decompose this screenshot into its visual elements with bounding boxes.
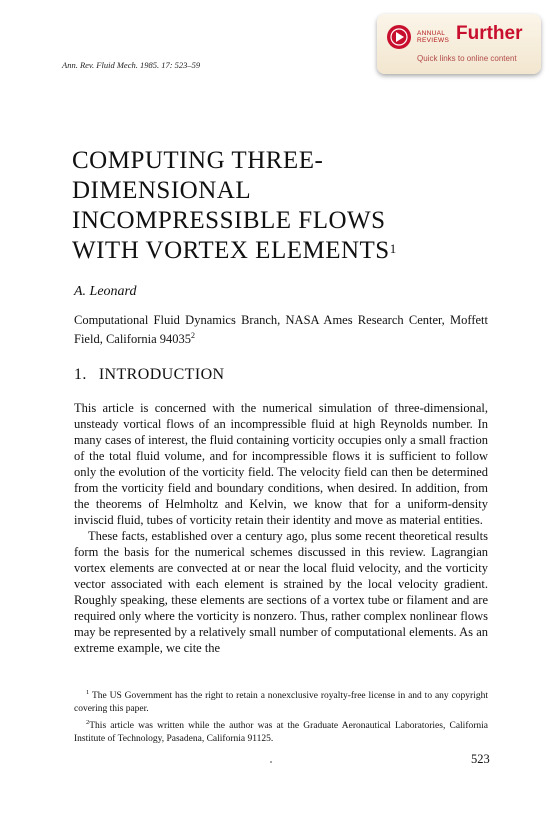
decorative-dot — [270, 761, 272, 763]
author-affiliation — [74, 312, 488, 347]
author-name: A. Leonard — [74, 284, 137, 299]
footnote-mark: 2 — [86, 719, 90, 727]
title-footnote-mark[interactable]: 1 — [389, 241, 397, 256]
banner-subtitle: Quick links to online content — [417, 54, 517, 63]
journal-reference: Ann. Rev. Fluid Mech. 1985. 17: 523–59 — [62, 60, 201, 70]
title-line-last — [72, 236, 397, 266]
page-number: 523 — [471, 752, 490, 766]
section-number: 1. — [74, 366, 87, 383]
footnotes — [74, 686, 488, 746]
article-title — [72, 146, 397, 266]
title-line: INCOMPRESSIBLE FLOWS — [72, 207, 386, 234]
section-title: INTRODUCTION — [98, 366, 225, 383]
affiliation-text: Computational Fluid Dynamics Branch, NASA Ames Research Center, Moffett Field, California 94035 — [74, 313, 488, 347]
annual-reviews-further-banner[interactable] — [377, 14, 541, 74]
footnote-text: This article was written while the author was at the Graduate Aeronautical Laboratories, California Institute of Technology, Pasadena, California 91125. — [74, 721, 488, 745]
paragraph: This article is concerned with the numerical simulation of three-dimensional, unsteady vortical flows of an incompressible fluid at high Reynolds number. In many cases of interest, the fluid containing vorticity occupies only a small fraction of the total fluid volume, and for incompressible flows it is sufficient to follow only the evolution of the vorticity field. The velocity field can then be determined from the vorticity field and boundary conditions, when desired. In addition, from the theorems of Helmholtz and Kelvin, we know that for a uniform-density inviscid fluid, tubes of vorticity retain their identity and move as material entities. — [74, 401, 488, 527]
section-heading — [74, 366, 225, 384]
footnote — [74, 686, 488, 716]
title-line: COMPUTING THREE- — [72, 147, 324, 174]
footnote-mark: 1 — [86, 689, 90, 696]
footnote-text: The US Government has the right to retain a nonexclusive royalty-free license in and to any copyright covering this paper. — [74, 691, 488, 715]
annual-reviews-logo-icon — [386, 24, 412, 50]
banner-small-text — [417, 30, 449, 44]
affiliation-footnote-mark[interactable]: 2 — [191, 331, 195, 340]
banner-reviews-label: REVIEWS — [417, 37, 450, 44]
title-line: DIMENSIONAL — [72, 177, 252, 204]
paragraph: These facts, established over a century ago, plus some recent theoretical results form the basis for the numerical schemes discussed in this review. Lagrangian vortex elements are convected at or near the local fluid velocity, and the vorticity vector associated with each element is strained by the local velocity gradient. Roughly speaking, these elements are sections of a vortex tube or filament and are required only where the vorticity is nonzero. Thus, rather complex nonlinear flows may be represented by a relatively small number of computational elements. As an extreme example, we cite the — [74, 529, 488, 655]
title-line: WITH VORTEX ELEMENTS — [72, 237, 390, 264]
banner-annual-label: ANNUAL — [417, 30, 446, 37]
body-text — [74, 400, 488, 656]
banner-further-label: Further — [456, 23, 523, 44]
footnote — [74, 716, 488, 746]
